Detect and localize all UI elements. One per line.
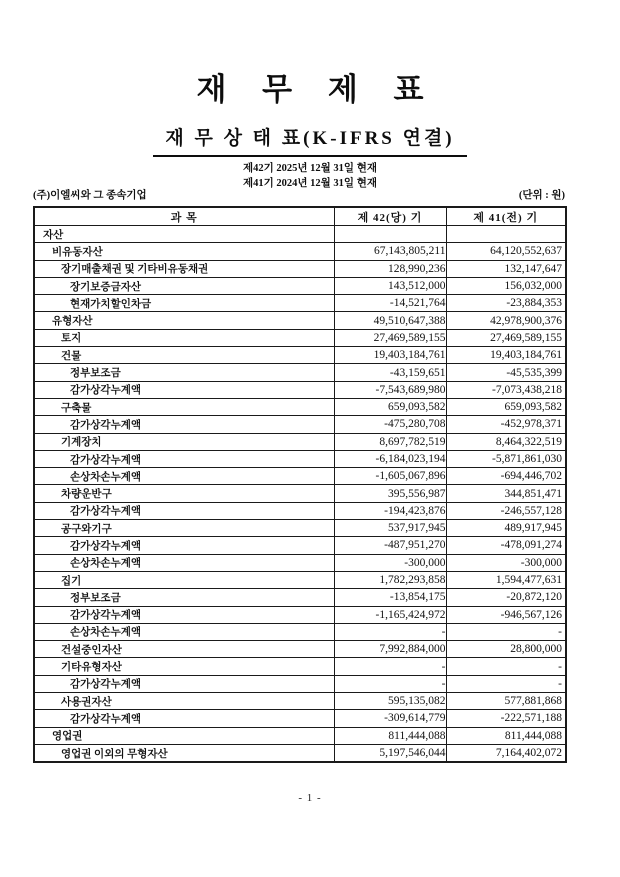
value-current-period <box>334 226 446 243</box>
value-prior-period: 27,469,589,155 <box>446 329 566 346</box>
value-prior-period: 577,881,868 <box>446 693 566 710</box>
table-row <box>34 554 566 571</box>
value-current-period: 8,697,782,519 <box>334 433 446 450</box>
table-header <box>34 207 566 226</box>
value-prior-period: 7,164,402,072 <box>446 744 566 762</box>
value-prior-period: -694,446,702 <box>446 468 566 485</box>
value-prior-period: -478,091,274 <box>446 537 566 554</box>
unit-label: (단위 : 원) <box>518 190 565 201</box>
table-row <box>34 710 566 727</box>
meta-row <box>33 187 565 202</box>
company-name: (주)이엘씨와 그 종속기업 <box>33 190 147 201</box>
account-label: 비유동자산 <box>34 243 334 260</box>
value-prior-period: 132,147,647 <box>446 260 566 277</box>
account-label: 사용권자산 <box>34 693 334 710</box>
table-header-row <box>34 207 566 226</box>
value-current-period: - <box>334 623 446 640</box>
value-current-period: -6,184,023,194 <box>334 450 446 467</box>
value-current-period: -300,000 <box>334 554 446 571</box>
value-current-period: -7,543,689,980 <box>334 381 446 398</box>
page-number: - 1 - <box>298 792 322 804</box>
col-header-current-period: 제 42(당) 기 <box>334 207 446 226</box>
table-row <box>34 520 566 537</box>
table-row <box>34 260 566 277</box>
value-current-period: -1,605,067,896 <box>334 468 446 485</box>
value-prior-period: -300,000 <box>446 554 566 571</box>
value-current-period: 143,512,000 <box>334 277 446 294</box>
value-prior-period: -45,535,399 <box>446 364 566 381</box>
table-row <box>34 329 566 346</box>
table-row <box>34 312 566 329</box>
account-label: 장기보증금자산 <box>34 277 334 294</box>
value-prior-period: -7,073,438,218 <box>446 381 566 398</box>
value-current-period: 128,990,236 <box>334 260 446 277</box>
value-current-period: 67,143,805,211 <box>334 243 446 260</box>
table-row <box>34 295 566 312</box>
table-row <box>34 571 566 588</box>
balance-sheet-table <box>33 206 567 763</box>
table-row <box>34 243 566 260</box>
value-current-period: -1,165,424,972 <box>334 606 446 623</box>
value-prior-period: 19,403,184,761 <box>446 347 566 364</box>
table-row <box>34 416 566 433</box>
value-current-period: 395,556,987 <box>334 485 446 502</box>
table-row <box>34 485 566 502</box>
col-header-prior-period: 제 41(전) 기 <box>446 207 566 226</box>
value-prior-period: -20,872,120 <box>446 589 566 606</box>
table-row <box>34 693 566 710</box>
account-label: 기타유형자산 <box>34 658 334 675</box>
account-label: 손상차손누계액 <box>34 554 334 571</box>
value-prior-period: -5,871,861,030 <box>446 450 566 467</box>
table-row <box>34 537 566 554</box>
table-row <box>34 468 566 485</box>
account-label: 장기매출채권 및 기타비유동채권 <box>34 260 334 277</box>
account-label: 감가상각누계액 <box>34 710 334 727</box>
account-label: 영업권 <box>34 727 334 744</box>
account-label: 손상차손누계액 <box>34 623 334 640</box>
account-label: 차량운반구 <box>34 485 334 502</box>
period-line-current: 제42기 2025년 12월 31일 현재 <box>242 163 377 174</box>
value-current-period: -487,951,270 <box>334 537 446 554</box>
statement-subtitle-wrap <box>0 123 620 157</box>
account-label: 감가상각누계액 <box>34 675 334 692</box>
value-current-period: -13,854,175 <box>334 589 446 606</box>
account-label: 정부보조금 <box>34 364 334 381</box>
account-label: 감가상각누계액 <box>34 502 334 519</box>
table-row <box>34 623 566 640</box>
account-label: 기계장치 <box>34 433 334 450</box>
table-row <box>34 502 566 519</box>
value-prior-period: 42,978,900,376 <box>446 312 566 329</box>
account-label: 감가상각누계액 <box>34 537 334 554</box>
value-current-period: 7,992,884,000 <box>334 641 446 658</box>
table-row <box>34 589 566 606</box>
value-current-period: 659,093,582 <box>334 398 446 415</box>
account-label: 감가상각누계액 <box>34 606 334 623</box>
value-prior-period: - <box>446 658 566 675</box>
value-prior-period: -452,978,371 <box>446 416 566 433</box>
table-row <box>34 450 566 467</box>
account-label: 현재가치할인차금 <box>34 295 334 312</box>
value-current-period: 1,782,293,858 <box>334 571 446 588</box>
value-current-period: 5,197,546,044 <box>334 744 446 762</box>
value-current-period: 537,917,945 <box>334 520 446 537</box>
account-label: 공구와기구 <box>34 520 334 537</box>
account-label: 토지 <box>34 329 334 346</box>
value-current-period: - <box>334 658 446 675</box>
account-label: 건설중인자산 <box>34 641 334 658</box>
value-current-period: 19,403,184,761 <box>334 347 446 364</box>
table-row <box>34 277 566 294</box>
value-current-period: -475,280,708 <box>334 416 446 433</box>
value-prior-period: 1,594,477,631 <box>446 571 566 588</box>
col-header-account: 과 목 <box>34 207 334 226</box>
table-row <box>34 398 566 415</box>
value-current-period: 49,510,647,388 <box>334 312 446 329</box>
account-label: 영업권 이외의 무형자산 <box>34 744 334 762</box>
table-row <box>34 675 566 692</box>
value-prior-period: 156,032,000 <box>446 277 566 294</box>
value-prior-period: 8,464,322,519 <box>446 433 566 450</box>
value-prior-period: 28,800,000 <box>446 641 566 658</box>
document-title: 재 무 제 표 <box>196 72 438 107</box>
table-row <box>34 641 566 658</box>
account-label: 정부보조금 <box>34 589 334 606</box>
table-row <box>34 606 566 623</box>
account-label: 감가상각누계액 <box>34 381 334 398</box>
table-row <box>34 658 566 675</box>
value-prior-period: - <box>446 675 566 692</box>
value-prior-period <box>446 226 566 243</box>
table-body <box>34 226 566 763</box>
account-label: 자산 <box>34 226 334 243</box>
account-label: 구축물 <box>34 398 334 415</box>
value-prior-period: 811,444,088 <box>446 727 566 744</box>
value-current-period: - <box>334 675 446 692</box>
table-row <box>34 727 566 744</box>
value-current-period: -43,159,651 <box>334 364 446 381</box>
value-current-period: -309,614,779 <box>334 710 446 727</box>
value-current-period: 811,444,088 <box>334 727 446 744</box>
value-prior-period: 659,093,582 <box>446 398 566 415</box>
account-label: 유형자산 <box>34 312 334 329</box>
value-prior-period: -23,884,353 <box>446 295 566 312</box>
value-prior-period: -246,557,128 <box>446 502 566 519</box>
table-row <box>34 433 566 450</box>
table-row <box>34 744 566 762</box>
value-current-period: 595,135,082 <box>334 693 446 710</box>
value-current-period: 27,469,589,155 <box>334 329 446 346</box>
account-label: 감가상각누계액 <box>34 416 334 433</box>
table-row <box>34 364 566 381</box>
statement-subtitle: 재 무 상 태 표(K-IFRS 연결) <box>153 123 466 157</box>
value-prior-period: 344,851,471 <box>446 485 566 502</box>
value-current-period: -194,423,876 <box>334 502 446 519</box>
value-prior-period: - <box>446 623 566 640</box>
table-row <box>34 226 566 243</box>
account-label: 손상차손누계액 <box>34 468 334 485</box>
period-line-prior: 제41기 2024년 12월 31일 현재 <box>242 178 377 189</box>
value-prior-period: -222,571,188 <box>446 710 566 727</box>
account-label: 건물 <box>34 347 334 364</box>
account-label: 집기 <box>34 571 334 588</box>
value-prior-period: 64,120,552,637 <box>446 243 566 260</box>
table-row <box>34 347 566 364</box>
value-prior-period: 489,917,945 <box>446 520 566 537</box>
value-prior-period: -946,567,126 <box>446 606 566 623</box>
table-row <box>34 381 566 398</box>
value-current-period: -14,521,764 <box>334 295 446 312</box>
account-label: 감가상각누계액 <box>34 450 334 467</box>
